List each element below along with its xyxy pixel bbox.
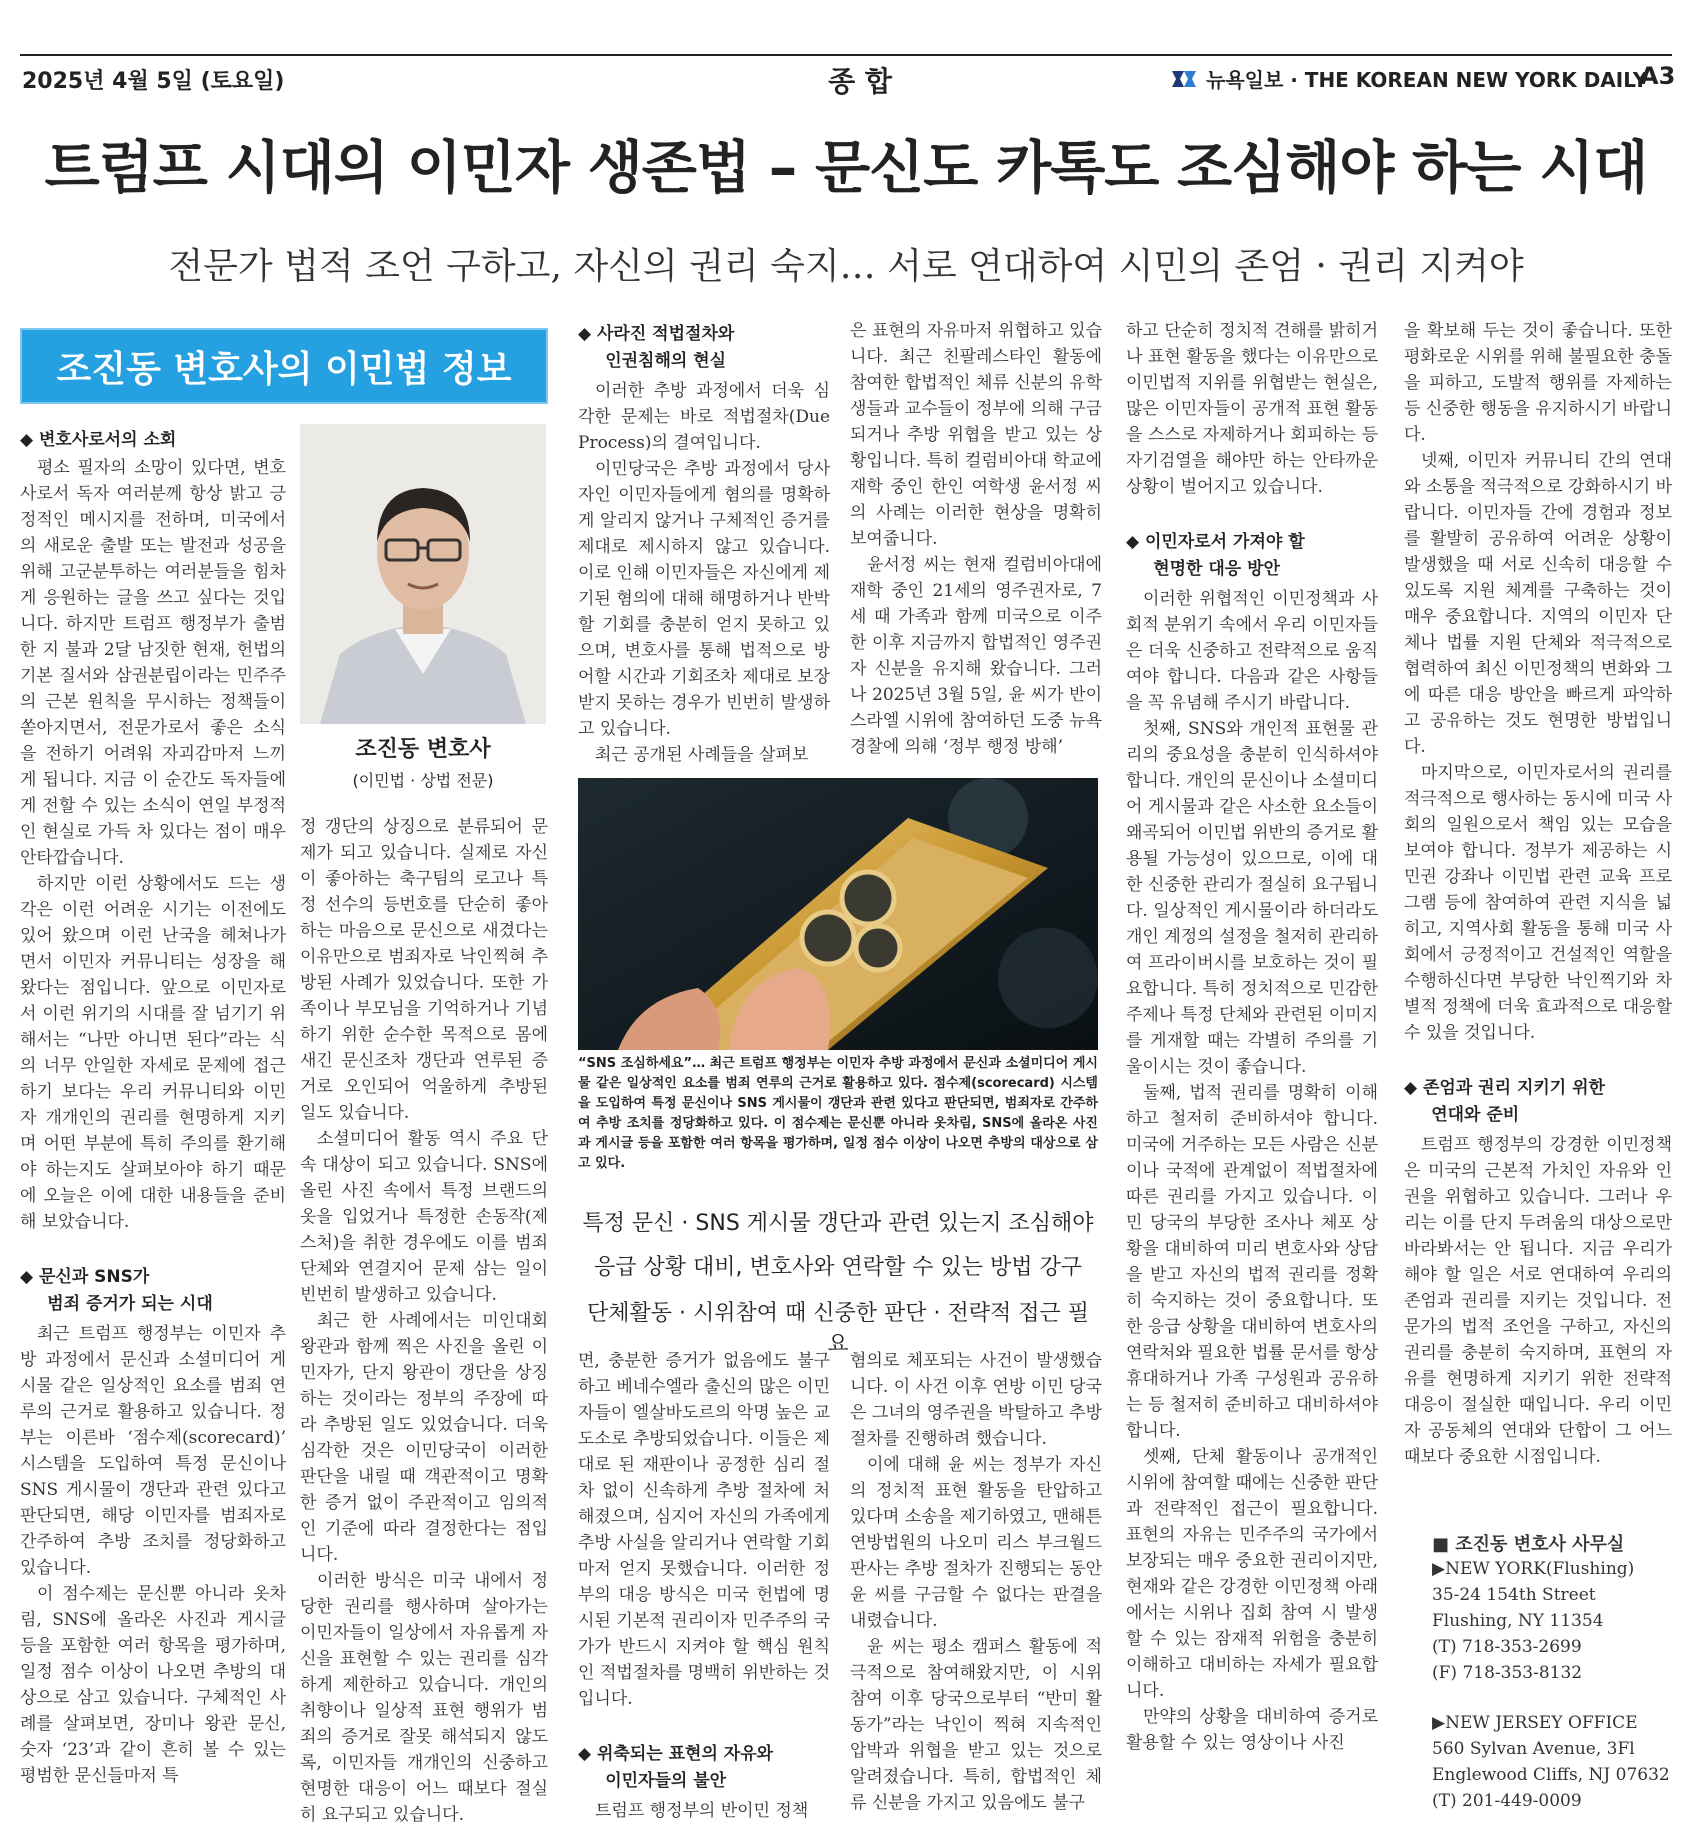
section-heading: ◆ 변호사로서의 소회 — [20, 430, 177, 450]
paragraph: 하지만 이런 상황에서도 드는 생각은 이런 어려운 시기는 이전에도 있어 왔으며 이런 난국을 헤쳐나가면서 이민자 커뮤니티는 성장을 해 왔다는 점입니다. 앞으로 이민자로서 이런 위기의 시대를 잘 넘기기 위해서는 “나만 아니면 된다”라는 식의 너무 안일한 자세로 문제에 접근 하기 보다는 우리 커뮤니티와 이민자 개개인의 권리를 현명하게 지키며 어떤 부분에 특히 주의를 환기해야 하는지도 살펴보아야 하기 때문에 오늘은 이에 대한 내용들을 준비해 보았습니다. — [20, 874, 286, 1232]
paragraph: 이에 대해 윤 씨는 정부가 자신의 정치적 표현 활동을 탄압하고 있다며 소송을 제기하였고, 맨해튼 연방법원의 나오미 리스 부크월드 판사는 추방 절차가 진행되는 동안 윤 씨를 구금할 수 없다는 판결을 내렸습니다. — [850, 1455, 1102, 1631]
smartphone-photo-icon — [578, 778, 1098, 1050]
article-column-1 — [20, 424, 286, 1789]
section-heading: ◆ 존엄과 권리 지키기 위한 — [1404, 1078, 1605, 1098]
masthead — [20, 54, 1676, 100]
paragraph: 둘째, 법적 권리를 명확히 이해하고 철저히 준비하셔야 합니다. 미국에 거주하는 모든 사람은 신분이나 국적에 관계없이 적법절차에 따른 권리를 가지고 있습니다. 이민 당국의 부당한 조사나 체포 상황을 대비하여 미리 변호사와 상담을 받고 자신의 법적 권리를 정확히 숙지하는 것이 중요합니다. 또한 응급 상황을 대비하여 변호사의 연락처와 필요한 법률 문서를 항상 휴대하거나 가족 구성원과 공유하는 등 철저히 준비하고 대비하셔야 합니다. — [1126, 1083, 1378, 1441]
paragraph: 트럼프 행정부의 강경한 이민정책은 미국의 근본적 가치인 자유와 인권을 위협하고 있습니다. 그러나 우리는 이를 단지 두려움의 대상으로만 바라봐서는 안 됩니다. 지금 우리가 해야 할 일은 서로 연대하여 우리의 존엄과 권리를 지키는 것입니다. 전문가의 법적 조언을 구하고, 자신의 권리를 충분히 숙지하며, 표현의 자유를 현명하게 지키기 위한 전략적 대응이 절실한 때입니다. 우리 이민자 공동체의 연대와 단합이 그 어느 때보다 중요한 시점입니다. — [1404, 1135, 1672, 1467]
paragraph: 만약의 상황을 대비하여 증거로 활용할 수 있는 영상이나 사진 — [1126, 1707, 1378, 1753]
paragraph: 은 표현의 자유마저 위협하고 있습니다. 최근 친팔레스타인 활동에 참여한 합법적인 체류 신분의 유학생들과 교수들이 정부에 의해 구금되거나 추방 위협을 받고 있는 상황입니다. 특히 컬럼비아대 학교에 재학 중인 한인 여학생 윤서정 씨의 사례는 이러한 현상을 명확히 보여줍니다. — [850, 321, 1102, 549]
section-title: 종 합 — [828, 65, 892, 98]
author-name: 조진동 변호사 — [355, 737, 491, 762]
section-heading-line2: 범죄 증거가 되는 시대 — [47, 1294, 213, 1314]
office-title: ■ 조진동 변호사 사무실 — [1432, 1534, 1625, 1555]
office-phone: (T) 201-449-0009 — [1432, 1791, 1582, 1811]
newspaper-logo-icon — [1170, 67, 1200, 91]
paragraph: 트럼프 행정부의 반이민 정책 — [595, 1801, 809, 1821]
office-location-ny: ▶NEW YORK(Flushing) — [1432, 1559, 1635, 1579]
paragraph: 최근 공개된 사례들을 살펴보 — [595, 745, 809, 765]
paragraph: 윤 씨는 평소 캠퍼스 활동에 적극적으로 참여해왔지만, 이 시위 참여 이후 당국으로부터 “반미 활동가”라는 낙인이 찍혀 지속적인 압박과 위협을 받고 있는 것으로 알려졌습니다. 특히, 합법적인 체류 신분을 가지고 있음에도 불구 — [850, 1637, 1102, 1813]
law-office-contact — [1432, 1530, 1672, 1814]
subheadline: 전문가 법적 조언 구하고, 자신의 권리 숙지… 서로 연대하여 시민의 존엄 · 권리 지켜야 — [168, 246, 1524, 287]
paragraph: 첫째, SNS와 개인적 표현물 관리의 중요성을 충분히 인식하셔야 합니다. 개인의 문신이나 소셜미디어 게시물과 같은 사소한 요소들이 왜곡되어 이민법 위반의 증거로 활용될 가능성이 있으므로, 이에 대한 신중한 관리가 절실히 요구됩니다. 일상적인 게시물이라 하더라도 개인 계정의 설정을 철저히 관리하여 프라이버시를 보호하는 것이 필요합니다. 특히 정치적으로 민감한 주제나 특정 단체와 관련된 이미지를 게재할 때는 각별히 주의를 기울이시는 것이 좋습니다. — [1126, 719, 1378, 1077]
paragraph: 을 확보해 두는 것이 좋습니다. 또한 평화로운 시위를 위해 불필요한 충돌을 피하고, 도발적 행위를 자제하는 등 신중한 행동을 유지하시기 바랍니다. — [1404, 321, 1672, 445]
column-banner: 조진동 변호사의 이민법 정보 — [20, 328, 548, 404]
pull-quote: 단체활동 · 시위참여 때 신중한 판단 · 전략적 접근 필요 — [587, 1301, 1089, 1357]
paragraph: 면, 충분한 증거가 없음에도 불구하고 베네수엘라 출신의 많은 이민자들이 엘살바도르의 악명 높은 교도소로 추방되었습니다. 이들은 제대로 된 재판이나 공정한 심리 절차 없이 신속하게 추방 절차에 처해졌으며, 심지어 자신의 가족에게 추방 사실을 알리거나 연락할 기회마저 얻지 못했습니다. 이러한 정부의 대응 방식은 미국 헌법에 명시된 기본적 권리이자 민주주의 국가가 반드시 지켜야 할 핵심 원칙인 적법절차를 명백히 위반하는 것입니다. — [578, 1351, 830, 1709]
section-heading-line2: 연대와 준비 — [1431, 1105, 1520, 1125]
issue-date: 2025년 4월 5일 (토요일) — [22, 69, 285, 94]
author-photo — [300, 424, 546, 724]
article-column-6 — [1404, 318, 1672, 1470]
article-column-3 — [578, 318, 830, 768]
office-address: Englewood Cliffs, NJ 07632 — [1432, 1765, 1670, 1785]
headline: 트럼프 시대의 이민자 생존법 – 문신도 카톡도 조심해야 하는 시대 — [44, 135, 1648, 201]
page-number: A3 — [1640, 62, 1676, 90]
paragraph: 이러한 위협적인 이민정책과 사회적 분위기 속에서 우리 이민자들은 더욱 신중하고 전략적으로 움직여야 합니다. 다음과 같은 사항들을 꼭 유념해 주시기 바랍니다. — [1126, 589, 1378, 713]
paragraph: 넷째, 이민자 커뮤니티 간의 연대와 소통을 적극적으로 강화하시기 바랍니다. 이민자들 간에 경험과 정보를 활발히 공유하여 어려운 상황이 발생했을 때 서로 신속히 대응할 수 있도록 지원 체계를 구축하는 것이 매우 중요합니다. 지역의 이민자 단체나 법률 지원 단체와 적극적으로 협력하여 최신 이민정책의 변화와 그에 따른 대응 방안을 빠르게 파악하고 공유하는 것도 현명한 방법입니다. — [1404, 451, 1672, 757]
article-column-3-continued — [578, 1348, 830, 1824]
publication-label: 뉴욕일보 · THE KOREAN NEW YORK DAILY — [1206, 68, 1648, 92]
section-heading: ◆ 문신과 SNS가 — [20, 1267, 150, 1287]
paragraph: 최근 트럼프 행정부는 이민자 추방 과정에서 문신과 소셜미디어 게시물 같은 일상적인 요소를 범죄 연루의 근거로 활용하고 있습니다. 정부는 이른바 ‘점수제(scorecard)’ 시스템을 도입하여 특정 문신이나 SNS 게시물이 갱단과 관련 있다고 판단되면, 해당 이민자를 범죄자로 간주하여 추방 조치를 정당화하고 있습니다. — [20, 1324, 286, 1578]
section-heading-line2: 현명한 대응 방안 — [1153, 559, 1280, 579]
office-address: 560 Sylvan Avenue, 3Fl — [1432, 1739, 1635, 1759]
office-location-nj: ▶NEW JERSEY OFFICE — [1432, 1713, 1638, 1733]
article-photo — [578, 778, 1098, 1050]
paragraph: 평소 필자의 소망이 있다면, 변호사로서 독자 여러분께 항상 밝고 긍정적인 메시지를 전하며, 미국에서의 새로운 출발 또는 발전과 성공을 위해 고군분투하는 여러분들을 힘차게 응원하는 글을 쓰고 싶다는 것입니다. 하지만 트럼프 행정부가 출범한 지 불과 2달 남짓한 현재, 헌법의 기본 질서와 삼권분립이라는 민주주의 근본 원칙을 무시하는 정책들이 쏟아지면서, 전문가로서 좋은 소식을 전하기 어려워 자괴감마저 느끼게 됩니다. 지금 이 순간도 독자들에게 전할 수 있는 소식이 연일 부정적인 현실로 가득 차 있다는 점이 매우 안타깝습니다. — [20, 458, 286, 868]
article-column-5 — [1126, 318, 1378, 1756]
paragraph: 이민당국은 추방 과정에서 당사자인 이민자들에게 혐의를 명확하게 알리지 않거나 구체적인 증거를 제대로 제시하지 않고 있습니다. 이로 인해 이민자들은 자신에게 제기된 혐의에 대해 해명하거나 반박할 기회를 충분히 얻지 못하고 있으며, 변호사를 통해 법적으로 방어할 시간과 기회조차 제대로 보장받지 못하는 경우가 빈번히 발생하고 있습니다. — [578, 459, 830, 739]
author-specialty: (이민법 · 상법 전문) — [352, 771, 494, 790]
author-portrait-icon — [300, 424, 546, 724]
section-heading: ◆ 이민자로서 가져야 할 — [1126, 532, 1305, 552]
section-heading: ◆ 위축되는 표현의 자유와 — [578, 1744, 774, 1764]
paragraph: 이러한 방식은 미국 내에서 정당한 권리를 행사하며 살아가는 이민자들이 일상에서 자유롭게 자신을 표현할 수 있는 권리를 심각하게 제한하고 있습니다. 개인의 취향이나 일상적 표현 행위가 범죄의 증거로 잘못 해석되지 않도록, 이민자들 개개인의 신중하고 현명한 대응이 어느 때보다 절실히 요구되고 있습니다. — [300, 1571, 548, 1825]
paragraph: 셋째, 단체 활동이나 공개적인 시위에 참여할 때에는 신중한 판단과 전략적인 접근이 필요합니다. 표현의 자유는 민주주의 국가에서 보장되는 매우 중요한 권리이지만, 현재와 같은 강경한 이민정책 아래에서는 시위나 집회 참여 시 발생할 수 있는 잠재적 위험을 충분히 이해하고 대비하는 자세가 필요합니다. — [1126, 1447, 1378, 1701]
publication-name — [1170, 64, 1647, 93]
section-heading-line2: 인권침해의 현실 — [605, 351, 727, 371]
office-address: 35-24 154th Street — [1432, 1585, 1596, 1605]
paragraph: 하고 단순히 정치적 견해를 밝히거나 표현 활동을 했다는 이유만으로 이민법적 지위를 위협받는 현실은, 많은 이민자들이 공개적 표현 활동을 스스로 자제하거나 회피하는 등 자기검열을 해야만 하는 안타까운 상황이 벌어지고 있습니다. — [1126, 321, 1378, 497]
article-column-2 — [300, 814, 548, 1828]
paragraph: 윤서정 씨는 현재 컬럼비아대에 재학 중인 21세의 영주권자로, 7세 때 가족과 함께 미국으로 이주한 이후 지금까지 합법적인 영주권자 신분을 유지해 왔습니다. 그러나 2025년 3월 5일, 윤 씨가 반이스라엘 시위에 참여하던 도중 뉴욕 경찰에 의해 ‘정부 행정 방해’ — [850, 555, 1102, 757]
pull-quote: 응급 상황 대비, 변호사와 연락할 수 있는 방법 강구 — [594, 1255, 1082, 1280]
image-caption: “SNS 조심하세요”… 최근 트럼프 행정부는 이민자 추방 과정에서 문신과 소셜미디어 게시물 같은 일상적인 요소를 범죄 연루의 근거로 활용하고 있다. 점수제(scorecard) 시스템을 도입하여 특정 문신이나 SNS 게시물이 갱단과 관련 있다고 판단되면, 범죄자로 간주하여 추방 조치를 정당화하고 있다. 이 점수제는 문신뿐 아니라 옷차림, SNS에 올라온 사진과 게시글 등을 포함한 여러 항목을 평가하며, 일정 점수 이상이 나오면 추방의 대상으로 삼고 있다. — [578, 1056, 1098, 1171]
paragraph: 정 갱단의 상징으로 분류되어 문제가 되고 있습니다. 실제로 자신이 좋아하는 축구팀의 로고나 특정 선수의 등번호를 단순히 좋아하는 마음으로 문신으로 새겼다는 이유만으로 범죄자로 낙인찍혀 추방된 사례가 있었습니다. 또한 가족이나 부모님을 기억하거나 기념하기 위한 순수한 목적으로 몸에 새긴 문신조차 갱단과 연루된 증거로 오인되어 억울하게 추방된 일도 있습니다. — [300, 817, 548, 1123]
article-column-4-continued — [850, 1348, 1102, 1816]
article-column-4 — [850, 318, 1102, 760]
paragraph: 혐의로 체포되는 사건이 발생했습니다. 이 사건 이후 연방 이민 당국은 그녀의 영주권을 박탈하고 추방 절차를 진행하려 했습니다. — [850, 1351, 1102, 1449]
paragraph: 최근 한 사례에서는 미인대회 왕관과 함께 찍은 사진을 올린 이민자가, 단지 왕관이 갱단을 상징하는 것이라는 정부의 주장에 따라 추방된 일도 있었습니다. 더욱 심각한 것은 이민당국이 이러한 판단을 내릴 때 객관적이고 명확한 증거 없이 주관적이고 임의적인 기준에 따라 결정한다는 점입니다. — [300, 1311, 548, 1565]
section-heading-line2: 이민자들의 불안 — [605, 1771, 727, 1791]
paragraph: 이 점수제는 문신뿐 아니라 옷차림, SNS에 올라온 사진과 게시글 등을 포함한 여러 항목을 평가하며, 일정 점수 이상이 나오면 추방의 대상으로 삼고 있습니다. 구체적인 사례를 살펴보면, 장미나 왕관 문신, 숫자 ‘23’과 같이 흔히 볼 수 있는 평범한 문신들마저 특 — [20, 1584, 286, 1786]
paragraph: 마지막으로, 이민자로서의 권리를 적극적으로 행사하는 동시에 미국 사회의 일원으로서 책임 있는 모습을 보여야 합니다. 정부가 제공하는 시민권 강좌나 이민법 관련 교육 프로그램 등에 참여하여 관련 지식을 넓히고, 지역사회 활동을 통해 미국 사회에서 긍정적이고 건설적인 역할을 수행하신다면 부당한 낙인찍기와 차별적 정책에 더욱 효과적으로 대응할 수 있을 것입니다. — [1404, 763, 1672, 1043]
office-fax: (F) 718-353-8132 — [1432, 1663, 1583, 1683]
office-address: Flushing, NY 11354 — [1432, 1611, 1604, 1631]
office-phone: (T) 718-353-2699 — [1432, 1637, 1582, 1657]
paragraph: 이러한 추방 과정에서 더욱 심각한 문제는 바로 적법절차(Due Process)의 결여입니다. — [578, 381, 830, 453]
section-heading: ◆ 사라진 적법절차와 — [578, 324, 735, 344]
pull-quote: 특정 문신 · SNS 게시물 갱단과 관련 있는지 조심해야 — [582, 1211, 1094, 1236]
paragraph: 소셜미디어 활동 역시 주요 단속 대상이 되고 있습니다. SNS에 올린 사진 속에서 특정 브랜드의 옷을 입었거나 특정한 손동작(제스처)을 취한 경우에도 이를 범죄 단체와 연결지어 문제 삼는 일이 빈번히 발생하고 있습니다. — [300, 1129, 548, 1305]
